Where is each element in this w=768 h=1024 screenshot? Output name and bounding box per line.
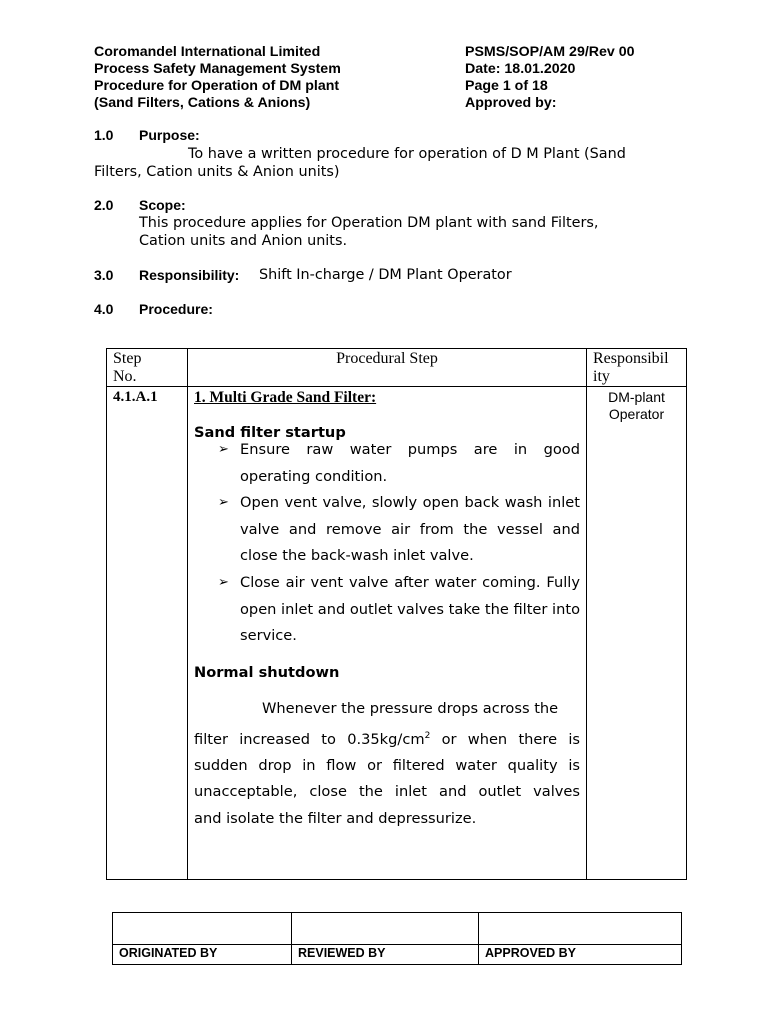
purpose-number: 1.0	[94, 127, 114, 143]
footer-column-divider-2	[478, 912, 479, 965]
company-name: Coromandel International Limited	[94, 44, 321, 60]
section-heading: 1. Multi Grade Sand Filter:	[194, 389, 377, 406]
scope-text-line2: Cation units and Anion units.	[139, 233, 348, 249]
arrow-bullet-icon: ➢	[218, 495, 229, 510]
header-responsibility: Responsibil ity	[593, 350, 669, 385]
responsibility-cell: DM-plant Operator	[608, 389, 665, 422]
shutdown-title: Normal shutdown	[194, 664, 340, 681]
purpose-title: Purpose:	[139, 127, 200, 143]
procedure-number: 4.0	[94, 301, 114, 317]
header-procedural-step: Procedural Step	[336, 350, 438, 367]
footer-divider	[112, 944, 682, 945]
scope-title: Scope:	[139, 197, 186, 213]
scope-number: 2.0	[94, 197, 114, 213]
header-step-no: Step No.	[113, 350, 142, 385]
arrow-bullet-icon: ➢	[218, 442, 229, 457]
procedure-subtitle: (Sand Filters, Cations & Anions)	[94, 95, 311, 111]
table-border-right	[686, 348, 687, 880]
footer-border-left	[112, 912, 113, 965]
shutdown-paragraph: Whenever the pressure drops across the filter increased to $0.35kg/cm^2$ or when there is sudden drop in flow or filtered water quality is unacceptable, close the inlet and outlet valves and isolate the filter and depressurize.	[194, 700, 580, 827]
footer-border-right	[681, 912, 682, 965]
document-code: PSMS/SOP/AM 29/Rev 00	[465, 44, 635, 60]
responsibility-number: 3.0	[94, 267, 114, 283]
system-name: Process Safety Management System	[94, 61, 341, 77]
document-date: Date: 18.01.2020	[465, 61, 576, 77]
procedure-title: Procedure for Operation of DM plant	[94, 78, 340, 94]
table-header-divider	[106, 386, 687, 387]
procedure-section-title: Procedure:	[139, 301, 213, 317]
step-number: 4.1.A.1	[113, 389, 158, 405]
table-border-left	[106, 348, 107, 880]
bullet-item: ➢ Ensure raw water pumps are in good operating condition.	[218, 437, 580, 490]
page-number: Page 1 of 18	[465, 78, 548, 94]
arrow-bullet-icon: ➢	[218, 575, 229, 590]
reviewed-by-label: REVIEWED BY	[298, 946, 386, 960]
table-column-divider-2	[586, 348, 587, 880]
startup-title: Sand filter startup	[194, 424, 346, 441]
responsibility-text: Shift In-charge / DM Plant Operator	[259, 267, 512, 283]
scope-text-line1: This procedure applies for Operation DM plant with sand Filters,	[139, 215, 599, 231]
bullet-item: ➢ Close air vent valve after water coming. Fully open inlet and outlet valves take the filter into service.	[218, 570, 580, 650]
table-border-bottom	[106, 879, 687, 880]
approved-by-label: Approved by:	[465, 95, 557, 111]
table-column-divider-1	[187, 348, 188, 880]
table-border-top	[106, 348, 687, 349]
footer-border-top	[112, 912, 682, 913]
purpose-text-line1: To have a written procedure for operation of D M Plant (Sand	[188, 146, 626, 162]
bullet-item: ➢ Open vent valve, slowly open back wash inlet valve and remove air from the vessel and close the back-wash inlet valve.	[218, 490, 580, 570]
purpose-text-line2: Filters, Cation units & Anion units)	[94, 164, 340, 180]
approved-by-footer-label: APPROVED BY	[485, 946, 576, 960]
footer-column-divider-1	[291, 912, 292, 965]
responsibility-title: Responsibility:	[139, 267, 240, 283]
header-right	[465, 44, 635, 112]
originated-by-label: ORIGINATED BY	[119, 946, 218, 960]
header-left	[94, 44, 341, 112]
footer-border-bottom	[112, 964, 682, 965]
